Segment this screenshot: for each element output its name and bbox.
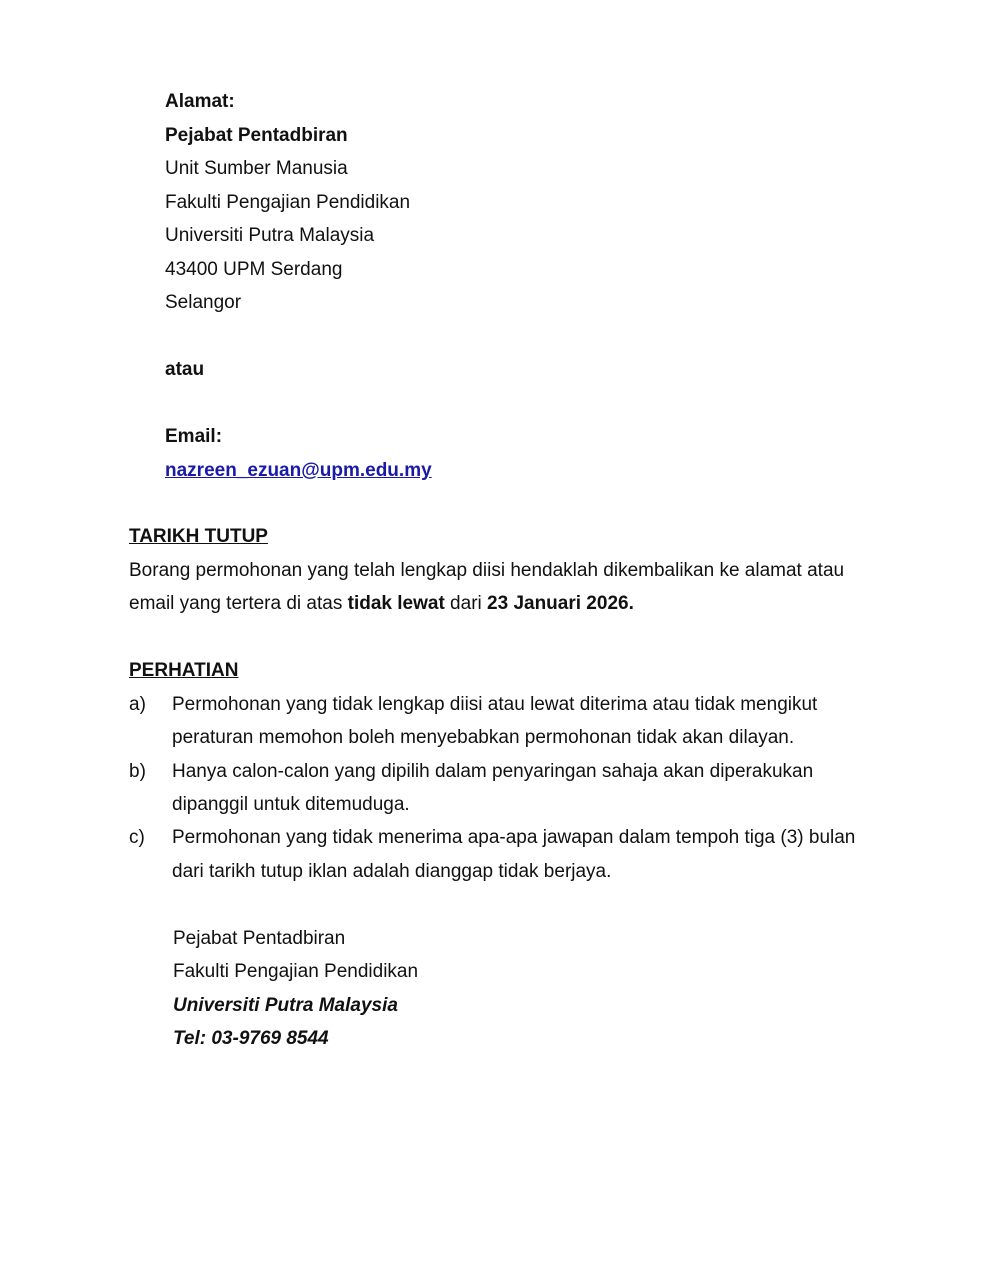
closing-text: Borang permohonan yang telah lengkap diisi hendaklah dikembalikan ke alamat atau bbox=[129, 560, 845, 581]
text: dari bbox=[444, 593, 488, 614]
item-text: Permohonan yang tidak lengkap diisi atau lewat diterima atau tidak mengikut bbox=[172, 694, 818, 715]
address-line: 43400 UPM Serdang bbox=[165, 259, 343, 280]
signature-university: Universiti Putra Malaysia bbox=[173, 995, 398, 1016]
item-text: dari tarikh tutup iklan adalah dianggap tidak berjaya. bbox=[172, 861, 612, 882]
address-line: Fakulti Pengajian Pendidikan bbox=[165, 192, 411, 213]
item-text: peraturan memohon boleh menyebabkan permohonan tidak akan dilayan. bbox=[172, 727, 795, 748]
item-text: Permohonan yang tidak menerima apa-apa jawapan dalam tempoh tiga (3) bulan bbox=[172, 827, 856, 848]
closing-text-2 bbox=[129, 592, 634, 616]
email-label: Email: bbox=[165, 426, 223, 447]
or-text: atau bbox=[165, 359, 205, 380]
address-line: Unit Sumber Manusia bbox=[165, 158, 348, 179]
signature-office: Pejabat Pentadbiran bbox=[173, 928, 346, 949]
emphasis: tidak lewat bbox=[347, 593, 445, 614]
email-link[interactable]: nazreen_ezuan@upm.edu.my bbox=[165, 460, 432, 481]
closing-date: 23 Januari 2026. bbox=[487, 593, 634, 614]
item-marker: a) bbox=[129, 694, 146, 715]
address-line: Selangor bbox=[165, 292, 242, 313]
address-office: Pejabat Pentadbiran bbox=[165, 125, 348, 146]
address-line: Universiti Putra Malaysia bbox=[165, 225, 375, 246]
signature-tel: Tel: 03-9769 8544 bbox=[173, 1028, 329, 1049]
address-label: Alamat: bbox=[165, 91, 235, 112]
item-marker: c) bbox=[129, 827, 145, 848]
item-marker: b) bbox=[129, 761, 146, 782]
text: email yang tertera di atas bbox=[129, 593, 348, 614]
item-text: dipanggil untuk ditemuduga. bbox=[172, 794, 410, 815]
item-text: Hanya calon-calon yang dipilih dalam penyaringan sahaja akan diperakukan bbox=[172, 761, 814, 782]
signature-faculty: Fakulti Pengajian Pendidikan bbox=[173, 961, 419, 982]
closing-heading: TARIKH TUTUP bbox=[129, 526, 268, 547]
notice-heading: PERHATIAN bbox=[129, 660, 239, 681]
